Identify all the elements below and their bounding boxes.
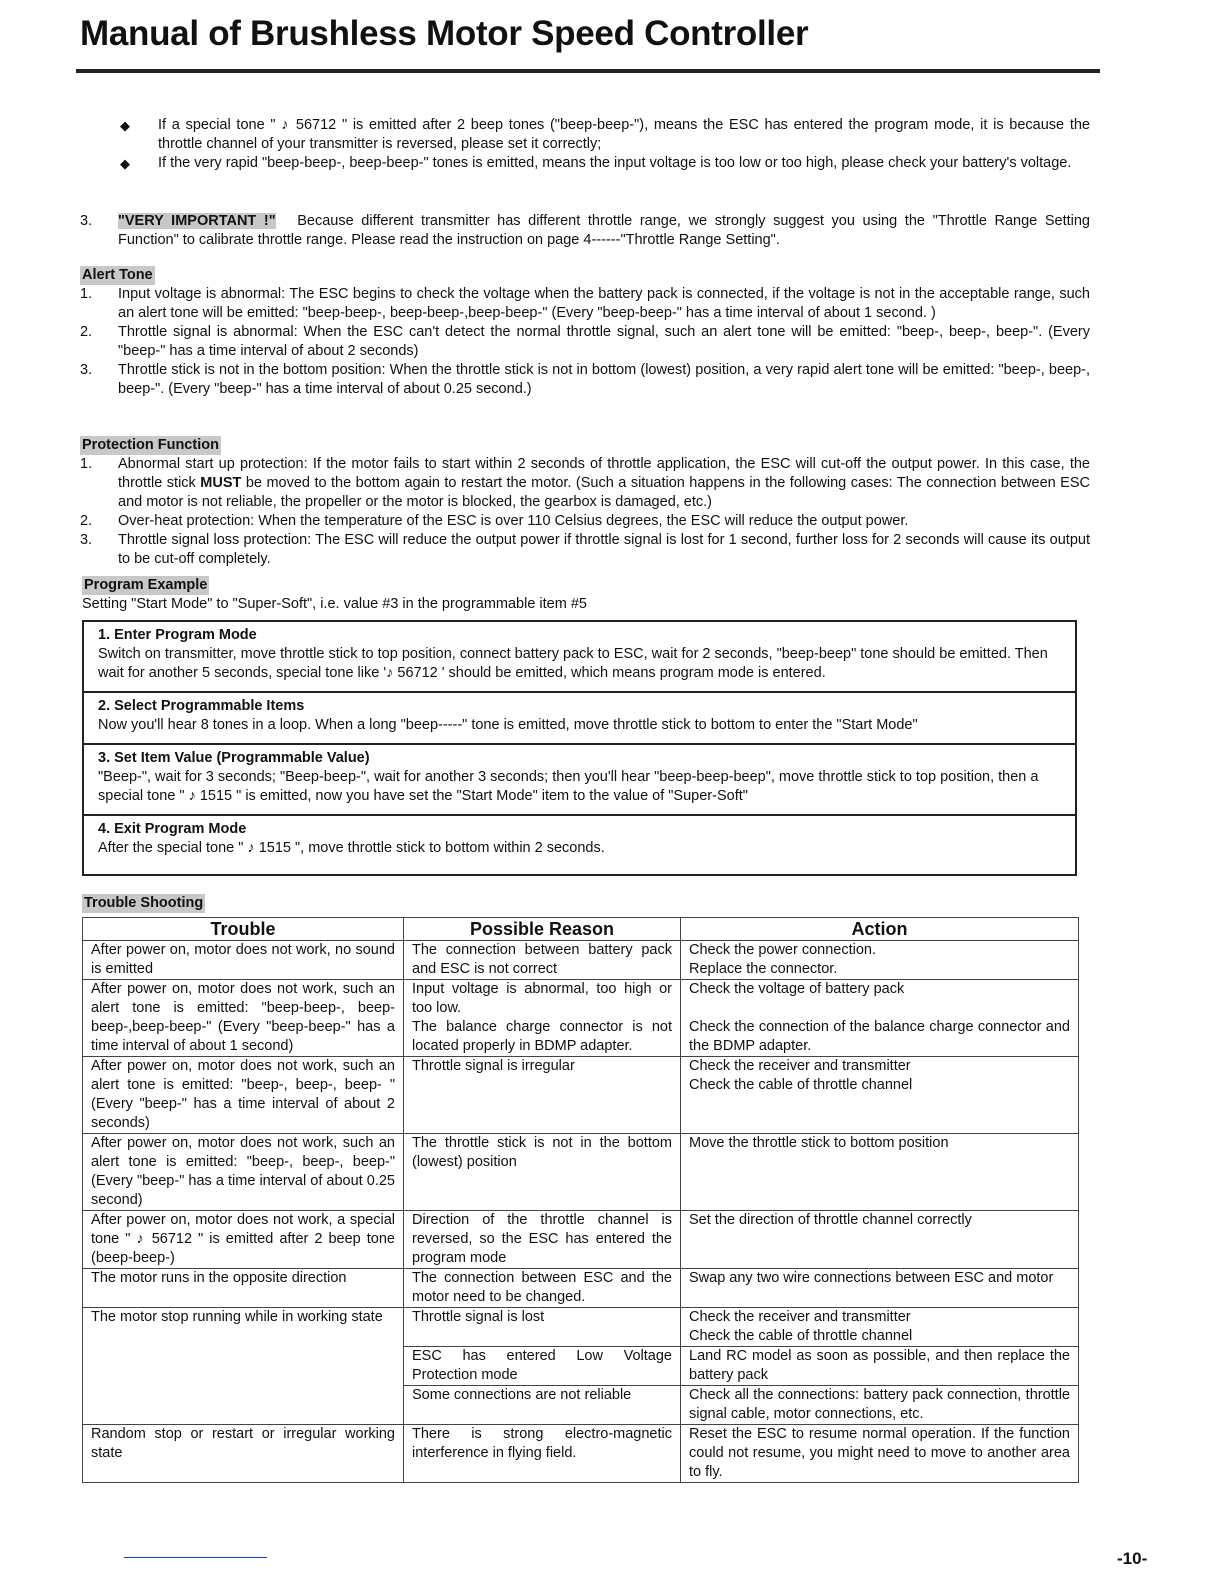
bullet-icon: ◆ — [120, 118, 130, 133]
table-row — [83, 1308, 1079, 1347]
program-step — [84, 745, 1075, 816]
protection-heading: Protection Function — [82, 437, 219, 453]
alert-item-text: Input voltage is abnormal: The ESC begins to check the voltage when the battery pack is connected, if the voltage is not in the acceptable range, such an alert tone will be emitted: "beep-beep-, beep-beep-,beep-beep-" (Every "beep-beep-" has a time interval of about 1 second. ) — [118, 286, 1090, 321]
table-header-row — [83, 918, 1079, 941]
bullet-item — [82, 116, 1090, 154]
alert-item — [80, 285, 1090, 323]
reason-cell: Direction of the throttle channel is reversed, so the ESC has entered the program mode — [404, 1211, 681, 1269]
reason-cell: Some connections are not reliable — [404, 1386, 681, 1425]
page-number: -10- — [1117, 1549, 1148, 1568]
trouble-shooting-table — [82, 917, 1079, 1483]
table-row — [83, 980, 1079, 1057]
alert-item — [80, 361, 1090, 399]
trouble-cell: After power on, motor does not work, no sound is emitted — [83, 941, 404, 980]
trouble-cell: After power on, motor does not work, such an alert tone is emitted: "beep-beep-, beep-beep-,beep-beep-" (Every "beep-beep-" has a time interval of about 1 second) — [83, 980, 404, 1057]
title-rule — [76, 69, 1100, 73]
program-step-text: Switch on transmitter, move throttle stick to top position, connect battery pack to ESC, wait for 2 seconds, "beep-beep" tone should be emitted. Then wait for another 5 seconds, special tone like '♪ 56712 ' should be emitted, which means program mode is entered. — [98, 646, 1048, 681]
action-cell: Check the voltage of battery pack Check the connection of the balance charge connector and the BDMP adapter. — [681, 980, 1079, 1057]
protection-item — [80, 455, 1090, 512]
protection-item-text: be moved to the bottom again to restart the motor. (Such a situation happens in the following cases: The connection between ESC and motor is not reliable, the propeller or the motor is blocked, the gearbox is damaged, etc.) — [118, 475, 1090, 510]
trouble-cell: The motor stop running while in working state — [83, 1308, 404, 1425]
program-example-heading: Program Example — [84, 577, 208, 593]
table-row — [83, 1425, 1079, 1483]
action-cell: Swap any two wire connections between ESC and motor — [681, 1269, 1079, 1308]
footer-line — [124, 1557, 267, 1558]
alert-item-text: Throttle stick is not in the bottom position: When the throttle stick is not in bottom (lowest) position, a very rapid alert tone will be emitted: "beep-, beep-, beep-". (Every "beep-" has a time interval of about 0.25 second.) — [118, 362, 1090, 397]
trouble-cell: After power on, motor does not work, a special tone " ♪ 56712 " is emitted after 2 beep tone (beep-beep-) — [83, 1211, 404, 1269]
protection-item-text: Over-heat protection: When the temperature of the ESC is over 110 Celsius degrees, the ESC will reduce the output power. — [118, 513, 909, 529]
reason-cell: Throttle signal is lost — [404, 1308, 681, 1347]
trouble-cell: After power on, motor does not work, such an alert tone is emitted: "beep-, beep-, beep-" (Every "beep-" has a time interval of about 0.25 second) — [83, 1134, 404, 1211]
action-cell: Check the receiver and transmitter Check the cable of throttle channel — [681, 1308, 1079, 1347]
column-header: Trouble — [83, 918, 404, 941]
action-cell: Set the direction of throttle channel correctly — [681, 1211, 1079, 1269]
item-number: 3. — [80, 532, 93, 548]
program-example-section — [82, 576, 1082, 614]
program-step — [84, 622, 1075, 693]
item-number: 1. — [80, 286, 93, 302]
program-step-title: 1. Enter Program Mode — [98, 627, 257, 643]
very-important-note — [80, 212, 1090, 250]
protection-item-text: Abnormal start up protection: If the motor fails to start within 2 seconds of throttle application, the ESC will cut-off the output power. In this case, the throttle stick — [118, 456, 1090, 491]
reason-cell: The connection between battery pack and ESC is not correct — [404, 941, 681, 980]
protection-item — [80, 512, 1090, 531]
item-number: 2. — [80, 513, 93, 529]
trouble-shooting-heading: Trouble Shooting — [84, 895, 204, 911]
item-number: 1. — [80, 456, 93, 472]
program-step-text: After the special tone " ♪ 1515 ", move throttle stick to bottom within 2 seconds. — [98, 840, 605, 856]
table-row — [83, 1057, 1079, 1134]
bullet-text: If a special tone " ♪ 56712 " is emitted after 2 beep tones ("beep-beep-"), means the ESC has entered the program mode, it is because the throttle channel of your transmitter is reversed, please set it correctly; — [158, 117, 1090, 152]
page-title: Manual of Brushless Motor Speed Controller — [80, 14, 809, 53]
action-cell: Reset the ESC to resume normal operation. If the function could not resume, you might need to move to another area to fly. — [681, 1425, 1079, 1483]
table-row — [83, 941, 1079, 980]
protection-section — [80, 436, 1090, 569]
trouble-cell: The motor runs in the opposite direction — [83, 1269, 404, 1308]
top-bullets — [82, 116, 1090, 173]
program-example-intro: Setting "Start Mode" to "Super-Soft", i.e. value #3 in the programmable item #5 — [82, 596, 587, 612]
protection-item — [80, 531, 1090, 569]
reason-cell: There is strong electro-magnetic interference in flying field. — [404, 1425, 681, 1483]
reason-cell: Input voltage is abnormal, too high or too low. The balance charge connector is not located properly in BDMP adapter. — [404, 980, 681, 1057]
item-number: 3. — [80, 362, 93, 378]
bullet-text: If the very rapid "beep-beep-, beep-beep-" tones is emitted, means the input voltage is too low or too high, please check your battery's voltage. — [158, 155, 1072, 171]
column-header: Possible Reason — [404, 918, 681, 941]
alert-item-text: Throttle signal is abnormal: When the ESC can't detect the normal throttle signal, such an alert tone will be emitted: "beep-, beep-, beep-". (Every "beep-" has a time interval of about 2 seconds) — [118, 324, 1090, 359]
action-cell: Check the receiver and transmitter Check the cable of throttle channel — [681, 1057, 1079, 1134]
trouble-shooting-section — [82, 894, 205, 913]
item-number: 2. — [80, 324, 93, 340]
item-number: 3. — [80, 213, 93, 229]
bullet-icon: ◆ — [120, 156, 130, 171]
program-steps-box — [82, 620, 1077, 876]
very-important-text: Because different transmitter has different throttle range, we strongly suggest you using the "Throttle Range Setting Function" to calibrate throttle range. Please read the instruction on page 4------"Throttle Range Setting". — [118, 213, 1090, 248]
alert-tone-heading: Alert Tone — [82, 267, 153, 283]
reason-cell: The connection between ESC and the motor need to be changed. — [404, 1269, 681, 1308]
trouble-cell: After power on, motor does not work, such an alert tone is emitted: "beep-, beep-, beep- "(Every "beep-" has a time interval of about 2 seconds) — [83, 1057, 404, 1134]
trouble-cell: Random stop or restart or irregular working state — [83, 1425, 404, 1483]
program-step-text: Now you'll hear 8 tones in a loop. When a long "beep-----" tone is emitted, move throttle stick to bottom to enter the "Start Mode" — [98, 717, 918, 733]
action-cell: Check the power connection. Replace the connector. — [681, 941, 1079, 980]
bullet-item — [82, 154, 1090, 173]
very-important-label: "VERY IMPORTANT !" — [118, 213, 276, 229]
action-cell: Move the throttle stick to bottom position — [681, 1134, 1079, 1211]
action-cell: Check all the connections: battery pack connection, throttle signal cable, motor connections, etc. — [681, 1386, 1079, 1425]
program-step — [84, 693, 1075, 745]
program-step — [84, 816, 1075, 874]
table-row — [83, 1269, 1079, 1308]
program-step-title: 4. Exit Program Mode — [98, 821, 247, 837]
program-step-text: "Beep-", wait for 3 seconds; "Beep-beep-", wait for another 3 seconds; then you'll hear "beep-beep-beep", move throttle stick to top position, then a special tone " ♪ 1515 " is emitted, now you have set the "Start Mode" item to the value of "Super-Soft" — [98, 769, 1039, 804]
program-step-title: 2. Select Programmable Items — [98, 698, 305, 714]
alert-tone-section — [80, 266, 1090, 399]
reason-cell: Throttle signal is irregular — [404, 1057, 681, 1134]
reason-cell: ESC has entered Low Voltage Protection mode — [404, 1347, 681, 1386]
table-row — [83, 1211, 1079, 1269]
column-header: Action — [681, 918, 1079, 941]
reason-cell: The throttle stick is not in the bottom (lowest) position — [404, 1134, 681, 1211]
action-cell: Land RC model as soon as possible, and then replace the battery pack — [681, 1347, 1079, 1386]
protection-item-text: Throttle signal loss protection: The ESC will reduce the output power if throttle signal is lost for 1 second, further loss for 2 seconds will cause its output to be cut-off completely. — [118, 532, 1090, 567]
alert-item — [80, 323, 1090, 361]
program-step-title: 3. Set Item Value (Programmable Value) — [98, 750, 370, 766]
must-emphasis: MUST — [200, 475, 242, 491]
table-row — [83, 1134, 1079, 1211]
